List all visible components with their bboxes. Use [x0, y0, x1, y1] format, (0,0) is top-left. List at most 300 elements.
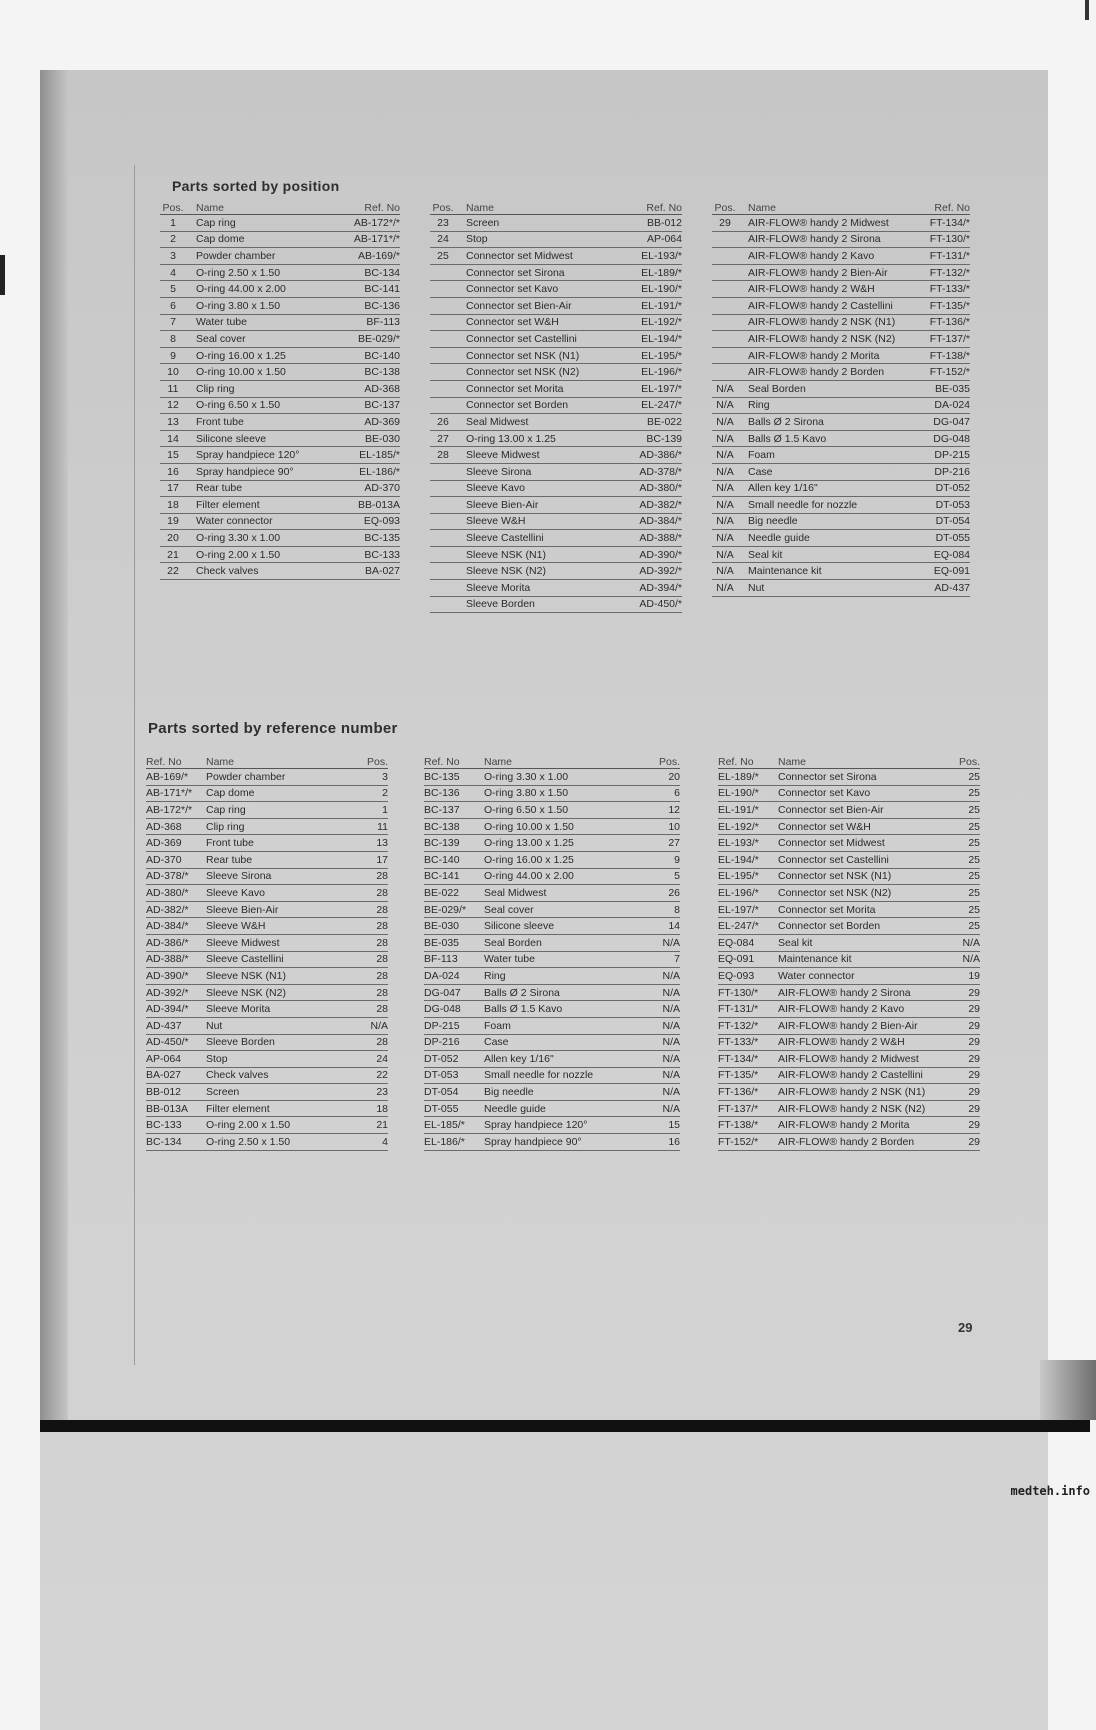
cell-ref: EL-195/*: [718, 870, 759, 883]
cell-ref: AD-368: [364, 382, 400, 395]
cell-name: AIR-FLOW® handy 2 Kavo: [778, 1003, 905, 1016]
cell-pos: 12: [668, 803, 680, 816]
page-number: 29: [958, 1320, 973, 1335]
cell-pos: 17: [376, 853, 388, 866]
cell-pos: 17: [167, 482, 179, 495]
cell-pos: N/A: [716, 565, 734, 578]
cell-pos: 5: [674, 870, 680, 883]
cell-name: O-ring 44.00 x 2.00: [196, 283, 286, 296]
cell-ref: EL-197/*: [641, 382, 682, 395]
cell-pos: 10: [167, 366, 179, 379]
cell-ref: EL-196/*: [641, 366, 682, 379]
header-ref: Ref. No: [646, 202, 682, 214]
cell-pos: 27: [668, 837, 680, 850]
table-row: [424, 902, 680, 919]
cell-pos: 21: [167, 548, 179, 561]
cell-pos: 9: [674, 853, 680, 866]
table-row: [712, 530, 970, 547]
table-row: [424, 1117, 680, 1134]
cell-ref: DT-055: [935, 532, 970, 545]
cell-name: Seal Midwest: [484, 886, 547, 899]
cell-ref: BF-113: [424, 953, 458, 966]
cell-ref: BC-133: [146, 1119, 182, 1132]
cell-ref: DP-215: [934, 449, 970, 462]
cell-ref: DP-216: [934, 465, 970, 478]
cell-ref: BC-138: [424, 820, 460, 833]
cell-name: Nut: [206, 1019, 223, 1032]
cell-ref: EL-190/*: [641, 283, 682, 296]
cell-ref: AD-370: [146, 853, 182, 866]
cell-ref: EQ-091: [718, 953, 755, 966]
cell-ref: AD-450/*: [639, 598, 682, 611]
table-row: [718, 835, 980, 852]
cell-ref: AD-369: [364, 415, 400, 428]
table-row: [712, 547, 970, 564]
cell-pos: 12: [167, 399, 179, 412]
cell-pos: 18: [167, 498, 179, 511]
cell-name: O-ring 16.00 x 1.25: [484, 853, 574, 866]
cell-ref: EL-191/*: [718, 803, 759, 816]
cell-name: AIR-FLOW® handy 2 Castellini: [748, 299, 893, 312]
cell-name: Connector set NSK (N1): [778, 870, 892, 883]
cell-ref: EL-194/*: [641, 332, 682, 345]
cell-pos: N/A: [662, 1102, 680, 1115]
cell-ref: BC-136: [364, 299, 400, 312]
cell-name: Big needle: [748, 515, 798, 528]
cell-name: Connector set W&H: [778, 820, 871, 833]
table-row: [424, 1101, 680, 1118]
table-row: [424, 786, 680, 803]
cell-ref: AD-390/*: [639, 548, 682, 561]
table-row: [718, 769, 980, 786]
cell-name: O-ring 2.50 x 1.50: [196, 266, 281, 279]
cell-pos: 11: [377, 820, 388, 833]
cell-ref: EL-186/*: [359, 465, 400, 478]
cell-ref: EL-189/*: [641, 266, 682, 279]
table-row: [146, 1018, 388, 1035]
cell-pos: 29: [719, 216, 731, 229]
cell-ref: AB-172*/*: [353, 216, 400, 229]
cell-name: Sleeve NSK (N1): [466, 548, 546, 561]
cell-ref: AD-388/*: [146, 953, 189, 966]
cell-ref: BC-134: [364, 266, 400, 279]
table-row: [712, 381, 970, 398]
cell-ref: EL-197/*: [718, 903, 759, 916]
table-row: [424, 1134, 680, 1151]
table-row: [424, 802, 680, 819]
cell-pos: 25: [968, 920, 980, 933]
cell-name: O-ring 13.00 x 1.25: [466, 432, 556, 445]
table-by-reference-col1: [146, 750, 388, 1151]
cell-pos: 16: [668, 1135, 680, 1148]
cell-ref: AB-171*/*: [353, 233, 400, 246]
table-row: [430, 215, 682, 232]
cell-pos: 7: [674, 953, 680, 966]
header-name: Name: [778, 756, 807, 768]
table-row: [424, 952, 680, 969]
table-row: [712, 331, 970, 348]
cell-pos: 21: [376, 1119, 388, 1132]
table-row: [146, 918, 388, 935]
cell-ref: FT-135/*: [718, 1069, 759, 1082]
table-row: [430, 364, 682, 381]
header-pos: Pos.: [366, 756, 388, 768]
table-row: [146, 819, 388, 836]
cell-pos: 29: [968, 1052, 980, 1065]
cell-pos: 11: [167, 382, 179, 395]
cell-pos: 29: [968, 986, 980, 999]
cell-pos: 1: [382, 803, 388, 816]
cell-name: AIR-FLOW® handy 2 NSK (N2): [748, 332, 896, 345]
table-row: [160, 298, 400, 315]
cell-pos: 29: [968, 1086, 980, 1099]
table-row: [712, 447, 970, 464]
cell-name: AIR-FLOW® handy 2 W&H: [748, 283, 875, 296]
cell-ref: AD-386/*: [146, 936, 189, 949]
table-row: [160, 398, 400, 415]
cell-ref: DT-052: [935, 482, 970, 495]
cell-name: Water connector: [196, 515, 273, 528]
table-row: [430, 414, 682, 431]
cell-ref: AD-370: [364, 482, 400, 495]
table-row: [430, 348, 682, 365]
cell-name: Sleeve W&H: [466, 515, 526, 528]
cell-pos: 28: [376, 870, 388, 883]
cell-ref: AD-378/*: [639, 465, 682, 478]
table-row: [424, 852, 680, 869]
cell-pos: 25: [968, 770, 980, 783]
cell-name: Seal Borden: [748, 382, 806, 395]
cell-ref: EQ-084: [718, 936, 755, 949]
cell-pos: N/A: [716, 498, 734, 511]
table-row: [146, 869, 388, 886]
cell-name: Connector set Castellini: [778, 853, 889, 866]
cell-ref: EL-186/*: [424, 1135, 465, 1148]
cell-ref: FT-130/*: [929, 233, 970, 246]
cell-ref: AD-437: [934, 581, 970, 594]
cell-ref: FT-136/*: [718, 1086, 759, 1099]
cell-pos: 29: [968, 1069, 980, 1082]
cell-name: Water tube: [484, 953, 535, 966]
header-pos: Pos.: [714, 202, 736, 214]
cell-ref: DT-053: [935, 498, 970, 511]
cell-name: Clip ring: [206, 820, 245, 833]
cell-name: O-ring 2.00 x 1.50: [196, 548, 281, 561]
cell-name: O-ring 10.00 x 1.50: [196, 366, 286, 379]
cell-pos: 25: [968, 820, 980, 833]
cell-name: Foam: [748, 449, 775, 462]
cell-pos: 2: [170, 233, 176, 246]
cell-ref: EL-247/*: [718, 920, 759, 933]
table-row: [430, 232, 682, 249]
cell-name: Water tube: [196, 316, 247, 329]
table-row: [160, 248, 400, 265]
table-row: [718, 1134, 980, 1151]
cell-ref: EL-190/*: [718, 787, 759, 800]
cell-name: Front tube: [206, 837, 254, 850]
table-row: [718, 1035, 980, 1052]
cell-pos: 15: [668, 1119, 680, 1132]
cell-ref: AD-390/*: [146, 969, 189, 982]
table-row: [160, 265, 400, 282]
cell-name: Connector set Morita: [466, 382, 564, 395]
cell-ref: DG-047: [424, 986, 461, 999]
cell-pos: N/A: [716, 432, 734, 445]
table-row: [160, 464, 400, 481]
cell-ref: FT-131/*: [718, 1003, 759, 1016]
cell-pos: N/A: [716, 532, 734, 545]
table-row: [160, 364, 400, 381]
cell-name: Big needle: [484, 1086, 534, 1099]
cell-name: Sleeve Sirona: [206, 870, 272, 883]
cell-name: AIR-FLOW® handy 2 NSK (N2): [778, 1102, 926, 1115]
cell-ref: AP-064: [646, 233, 682, 246]
table-row: [430, 315, 682, 332]
cell-name: Cap ring: [196, 216, 236, 229]
cell-pos: 13: [376, 837, 388, 850]
cell-ref: BE-030: [364, 432, 400, 445]
header-ref: Ref. No: [718, 756, 754, 768]
table-row: [160, 547, 400, 564]
cell-pos: 24: [437, 233, 449, 246]
table-row: [424, 935, 680, 952]
cell-name: Seal kit: [748, 548, 783, 561]
cell-name: O-ring 2.50 x 1.50: [206, 1135, 291, 1148]
cell-ref: DA-024: [934, 399, 970, 412]
table-row: [146, 885, 388, 902]
cell-ref: AD-380/*: [146, 886, 189, 899]
cell-ref: DP-216: [424, 1036, 460, 1049]
cell-ref: AD-382/*: [146, 903, 189, 916]
cell-pos: N/A: [662, 969, 680, 982]
cell-ref: EQ-093: [718, 969, 755, 982]
cell-ref: EL-185/*: [424, 1119, 465, 1132]
cell-ref: EL-196/*: [718, 886, 759, 899]
cell-name: Allen key 1/16": [748, 482, 818, 495]
table-row: [712, 348, 970, 365]
cell-pos: 25: [968, 853, 980, 866]
table-row: [146, 1117, 388, 1134]
table-row: [160, 331, 400, 348]
cell-ref: EQ-084: [933, 548, 970, 561]
cell-name: Powder chamber: [196, 249, 276, 262]
cell-ref: EL-193/*: [718, 837, 759, 850]
cell-ref: BE-029/*: [424, 903, 467, 916]
cell-pos: 25: [968, 870, 980, 883]
cell-ref: BB-013A: [146, 1102, 189, 1115]
cell-name: Spray handpiece 90°: [196, 465, 294, 478]
cell-ref: BC-133: [364, 548, 400, 561]
cell-ref: AD-386/*: [639, 449, 682, 462]
cell-name: Seal cover: [484, 903, 534, 916]
header-ref: Ref. No: [424, 756, 460, 768]
table-row: [146, 1084, 388, 1101]
scan-shadow-left: [40, 70, 68, 1430]
cell-ref: BC-137: [364, 399, 400, 412]
table-header: [160, 196, 400, 215]
cell-pos: N/A: [662, 986, 680, 999]
cell-name: Case: [484, 1036, 509, 1049]
table-row: [718, 985, 980, 1002]
cell-pos: 25: [968, 803, 980, 816]
cell-ref: AD-384/*: [146, 920, 189, 933]
table-row: [430, 497, 682, 514]
cell-name: O-ring 3.80 x 1.50: [484, 787, 569, 800]
cell-name: AIR-FLOW® handy 2 Bien-Air: [748, 266, 888, 279]
cell-name: Stop: [206, 1052, 228, 1065]
cell-name: Rear tube: [196, 482, 243, 495]
table-row: [424, 1051, 680, 1068]
table-row: [424, 869, 680, 886]
header-name: Name: [196, 202, 225, 214]
header-name: Name: [466, 202, 495, 214]
table-row: [424, 968, 680, 985]
scan-edge-bottom: [40, 1420, 1090, 1432]
cell-ref: AD-388/*: [639, 532, 682, 545]
table-row: [146, 1001, 388, 1018]
cell-pos: N/A: [662, 1086, 680, 1099]
cell-pos: 25: [437, 249, 449, 262]
cell-ref: BC-138: [364, 366, 400, 379]
cell-pos: 29: [968, 1019, 980, 1032]
cell-pos: 5: [170, 283, 176, 296]
cell-name: Filter element: [206, 1102, 270, 1115]
cell-ref: DG-047: [933, 415, 970, 428]
table-row: [160, 381, 400, 398]
cell-pos: N/A: [716, 548, 734, 561]
cell-name: Connector set Borden: [466, 399, 569, 412]
cell-name: AIR-FLOW® handy 2 Castellini: [778, 1069, 923, 1082]
cell-pos: 18: [376, 1102, 388, 1115]
cell-name: O-ring 3.80 x 1.50: [196, 299, 281, 312]
cell-pos: 28: [376, 986, 388, 999]
cell-ref: BE-022: [424, 886, 460, 899]
cell-ref: AD-450/*: [146, 1036, 189, 1049]
cell-name: Sleeve Kavo: [466, 482, 525, 495]
table-row: [430, 331, 682, 348]
cell-name: Sleeve Borden: [206, 1036, 275, 1049]
cell-name: Balls Ø 2 Sirona: [748, 415, 824, 428]
cell-pos: N/A: [716, 449, 734, 462]
scan-mark-top: [1085, 0, 1089, 20]
cell-ref: AB-169/*: [357, 249, 400, 262]
cell-name: AIR-FLOW® handy 2 Kavo: [748, 249, 875, 262]
cell-name: Sleeve Morita: [466, 581, 531, 594]
table-row: [146, 852, 388, 869]
cell-ref: FT-133/*: [718, 1036, 759, 1049]
table-row: [160, 563, 400, 580]
cell-ref: EL-189/*: [718, 770, 759, 783]
cell-name: Seal Borden: [484, 936, 542, 949]
table-row: [146, 1101, 388, 1118]
title-by-position: Parts sorted by position: [172, 178, 340, 194]
cell-ref: AB-171*/*: [146, 787, 193, 800]
cell-name: AIR-FLOW® handy 2 Midwest: [748, 216, 889, 229]
cell-name: Connector set NSK (N2): [466, 366, 580, 379]
cell-pos: 28: [376, 1003, 388, 1016]
cell-pos: N/A: [662, 1069, 680, 1082]
table-row: [424, 1068, 680, 1085]
cell-name: Powder chamber: [206, 770, 286, 783]
cell-ref: BC-141: [364, 283, 400, 296]
table-row: [146, 968, 388, 985]
table-row: [430, 481, 682, 498]
cell-ref: DT-054: [935, 515, 970, 528]
table-row: [146, 935, 388, 952]
cell-ref: FT-134/*: [718, 1052, 759, 1065]
table-row: [718, 885, 980, 902]
cell-name: Needle guide: [748, 532, 810, 545]
cell-name: Sleeve Bien-Air: [206, 903, 279, 916]
cell-name: Connector set Midwest: [778, 837, 885, 850]
cell-ref: FT-130/*: [718, 986, 759, 999]
cell-name: Sleeve Midwest: [206, 936, 280, 949]
header-pos: Pos.: [162, 202, 184, 214]
cell-name: AIR-FLOW® handy 2 Sirona: [778, 986, 911, 999]
cell-pos: 28: [437, 449, 449, 462]
cell-ref: AD-392/*: [146, 986, 189, 999]
table-row: [424, 918, 680, 935]
cell-ref: BC-139: [424, 837, 460, 850]
cell-ref: BE-029/*: [357, 332, 400, 345]
table-row: [430, 530, 682, 547]
cell-ref: BB-012: [146, 1086, 182, 1099]
header-pos: Pos.: [658, 756, 680, 768]
header-pos: Pos.: [432, 202, 454, 214]
cell-name: Connector set Midwest: [466, 249, 573, 262]
table-row: [430, 597, 682, 614]
table-row: [712, 315, 970, 332]
table-row: [160, 514, 400, 531]
cell-pos: N/A: [716, 399, 734, 412]
cell-ref: AD-368: [146, 820, 182, 833]
cell-name: Sleeve Bien-Air: [466, 498, 539, 511]
table-row: [160, 348, 400, 365]
table-row: [430, 281, 682, 298]
cell-pos: 2: [382, 787, 388, 800]
header-name: Name: [206, 756, 235, 768]
table-row: [424, 885, 680, 902]
table-row: [712, 398, 970, 415]
table-row: [718, 869, 980, 886]
cell-pos: 8: [170, 332, 176, 345]
header-ref: Ref. No: [364, 202, 400, 214]
cell-pos: N/A: [716, 482, 734, 495]
cell-name: O-ring 2.00 x 1.50: [206, 1119, 291, 1132]
table-row: [718, 952, 980, 969]
cell-ref: BB-013A: [357, 498, 400, 511]
cell-ref: BC-134: [146, 1135, 182, 1148]
table-row: [146, 802, 388, 819]
cell-name: AIR-FLOW® handy 2 NSK (N1): [778, 1086, 926, 1099]
table-row: [712, 580, 970, 597]
cell-ref: AP-064: [146, 1052, 182, 1065]
table-row: [718, 1018, 980, 1035]
cell-ref: BF-113: [366, 316, 400, 329]
cell-name: Spray handpiece 120°: [196, 449, 300, 462]
scan-mark-left: [0, 255, 5, 295]
cell-ref: FT-132/*: [718, 1019, 759, 1032]
cell-pos: 4: [170, 266, 176, 279]
cell-ref: EL-191/*: [641, 299, 682, 312]
table-row: [160, 281, 400, 298]
table-row: [430, 563, 682, 580]
cell-name: Connector set Borden: [778, 920, 881, 933]
cell-pos: 19: [968, 969, 980, 982]
cell-pos: 10: [668, 820, 680, 833]
cell-pos: 7: [170, 316, 176, 329]
table-row: [160, 215, 400, 232]
